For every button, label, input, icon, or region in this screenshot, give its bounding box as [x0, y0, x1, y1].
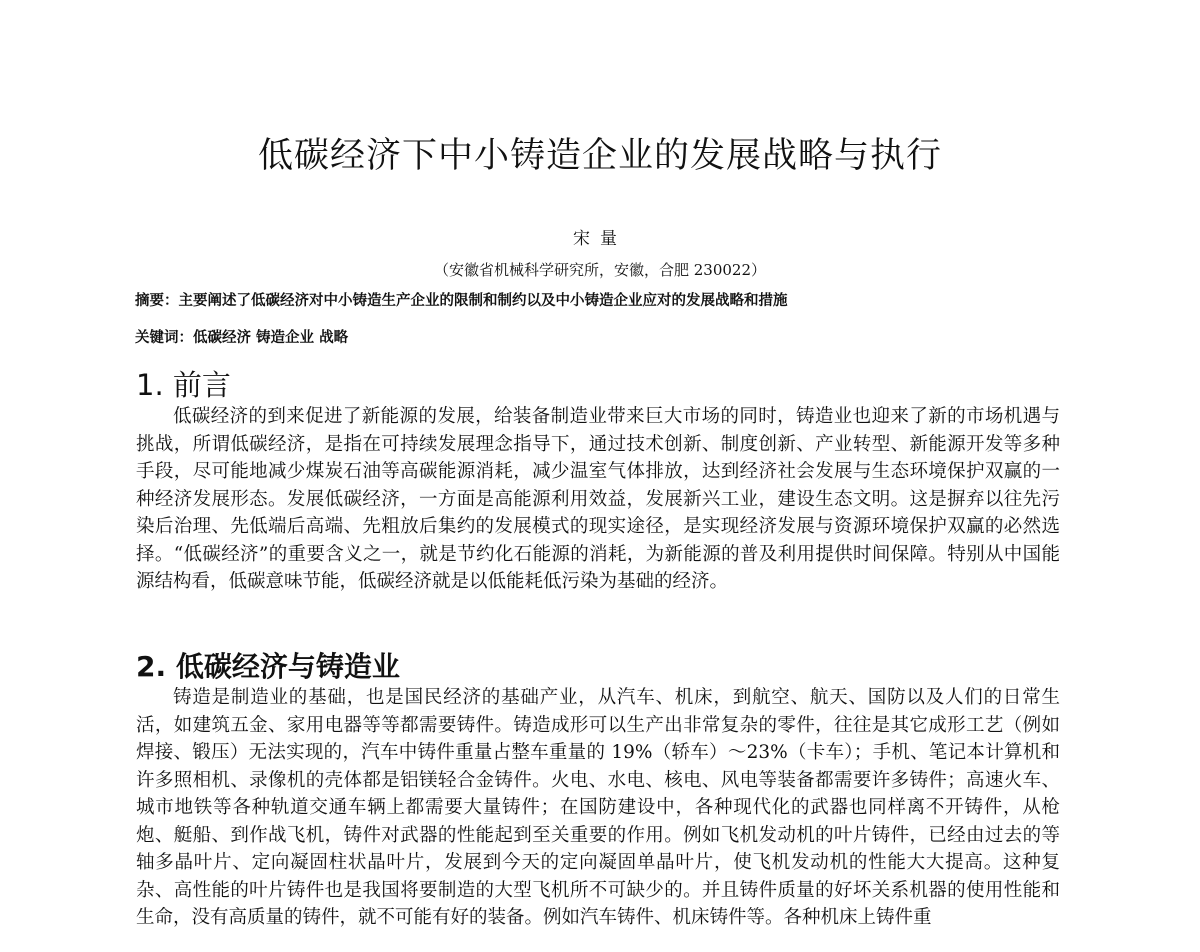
keywords: 关键词：低碳经济 铸造企业 战略	[135, 330, 349, 346]
section-body-low-carbon-casting: 铸造是制造业的基础，也是国民经济的基础产业，从汽车、机床，到航空、航天、国防以及人们的日常生活，如建筑五金、家用电器等等都需要铸件。铸造成形可以生产出非常复杂的零件，往往是其它成形工艺（例如焊接、锻压）无法实现的，汽车中铸件重量占整车重量的 19%（轿车）～23%（卡车）；手机、笔记本计算机和许多照相机、录像机的壳体都是铝镁轻合金铸件。火电、水电、核电、风电等装备都需要许多铸件；高速火车、城市地铁等各种轨道交通车辆上都需要大量铸件；在国防建设中，各种现代化的武器也同样离不开铸件，从枪炮、艇船、到作战飞机，铸件对武器的性能起到至关重要的作用。例如飞机发动机的叶片铸件，已经由过去的等轴多晶叶片、定向凝固柱状晶叶片，发展到今天的定向凝固单晶叶片，使飞机发动机的性能大大提高。这种复杂、高性能的叶片铸件也是我国将要制造的大型飞机所不可缺少的。并且铸件质量的好坏关系机器的使用性能和生命，没有高质量的铸件，就不可能有好的装备。例如汽车铸件、机床铸件等。各种机床上铸件重	[136, 687, 1060, 928]
section-heading-low-carbon-casting: 2. 低碳经济与铸造业	[136, 650, 400, 683]
author-affiliation: （安徽省机械科学研究所，安徽，合肥 230022）	[433, 261, 767, 279]
author-name: 宋量	[573, 229, 627, 249]
section-heading-introduction: 1. 前言	[136, 368, 231, 402]
abstract: 摘要：主要阐述了低碳经济对中小铸造生产企业的限制和制约以及中小铸造企业应对的发展战略和措施	[135, 293, 788, 309]
section-body-introduction: 低碳经济的到来促进了新能源的发展，给装备制造业带来巨大市场的同时，铸造业也迎来了新的市场机遇与挑战，所谓低碳经济，是指在可持续发展理念指导下，通过技术创新、制度创新、产业转型、新能源开发等多种手段，尽可能地减少煤炭石油等高碳能源消耗，减少温室气体排放，达到经济社会发展与生态环境保护双赢的一种经济发展形态。发展低碳经济，一方面是高能源利用效益，发展新兴工业，建设生态文明。这是摒弃以往先污染后治理、先低端后高端、先粗放后集约的发展模式的现实途径，是实现经济发展与资源环境保护双赢的必然选择。“低碳经济”的重要含义之一，就是节约化石能源的消耗，为新能源的普及利用提供时间保障。特别从中国能源结构看，低碳意味节能，低碳经济就是以低能耗低污染为基础的经济。	[136, 406, 1060, 592]
paper-title: 低碳经济下中小铸造企业的发展战略与执行	[257, 136, 942, 176]
